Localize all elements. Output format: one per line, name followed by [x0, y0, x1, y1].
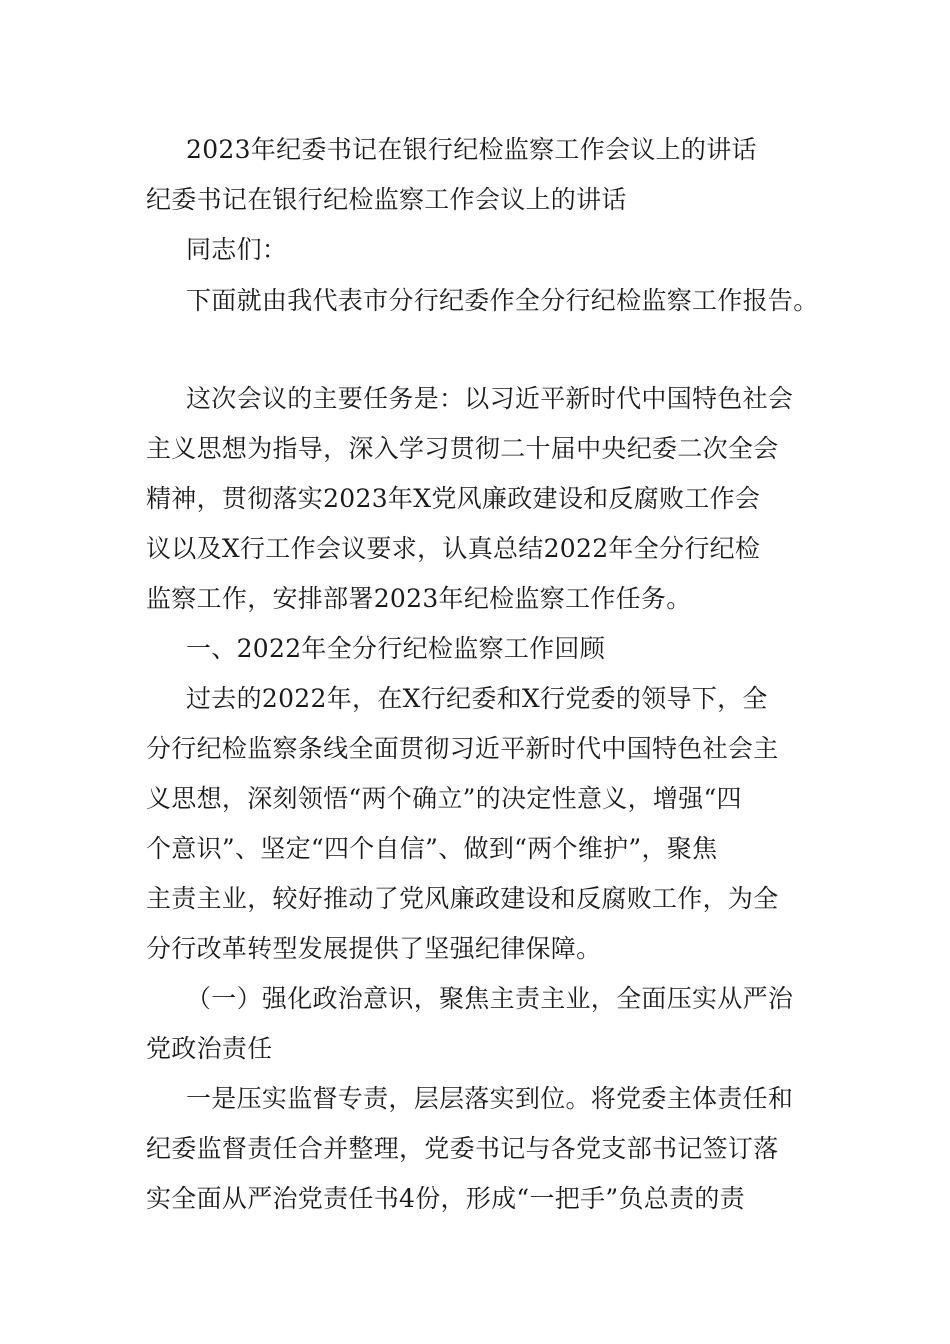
body-line: 主义思想为指导，深入学习贯彻二十届中央纪委二次全会 [146, 434, 779, 463]
section-heading: 一、2022年全分行纪检监察工作回顾 [186, 634, 606, 663]
body-line: 议以及X行工作会议要求，认真总结2022年全分行纪检 [146, 534, 761, 563]
document-title: 2023年纪委书记在银行纪检监察工作会议上的讲话 [186, 135, 757, 164]
body-line: 这次会议的主要任务是：以习近平新时代中国特色社会 [186, 384, 794, 413]
salutation: 同志们： [186, 235, 288, 264]
body-line: 主责主业，较好推动了党风廉政建设和反腐败工作，为全 [146, 884, 779, 913]
body-line: 纪委监督责任合并整理，党委书记与各党支部书记签订落 [146, 1134, 779, 1163]
body-line: 实全面从严治党责任书4份，形成“一把手”负总责的责 [146, 1184, 745, 1213]
body-line: 个意识”、坚定“四个自信”、做到“两个维护”，聚焦 [146, 834, 718, 863]
intro-paragraph: 下面就由我代表市分行纪委作全分行纪检监察工作报告。 [186, 286, 819, 315]
body-line: 分行改革转型发展提供了坚强纪律保障。 [146, 934, 602, 963]
body-line: 精神，贯彻落实2023年X党风廉政建设和反腐败工作会 [146, 484, 761, 513]
body-line: 监察工作，安排部署2023年纪检监察工作任务。 [146, 584, 692, 613]
body-line: 分行纪检监察条线全面贯彻习近平新时代中国特色社会主 [146, 734, 779, 763]
body-line: 一是压实监督专责，层层落实到位。将党委主体责任和 [186, 1084, 794, 1113]
body-line: 义思想，深刻领悟“两个确立”的决定性意义，增强“四 [146, 784, 742, 813]
subsection-heading: （一）强化政治意识，聚焦主责主业，全面压实从严治 [186, 984, 794, 1013]
body-line: 过去的2022年，在X行纪委和X行党委的领导下，全 [186, 684, 768, 713]
document-subtitle: 纪委书记在银行纪检监察工作会议上的讲话 [146, 185, 627, 214]
subsection-heading: 党政治责任 [146, 1034, 273, 1063]
